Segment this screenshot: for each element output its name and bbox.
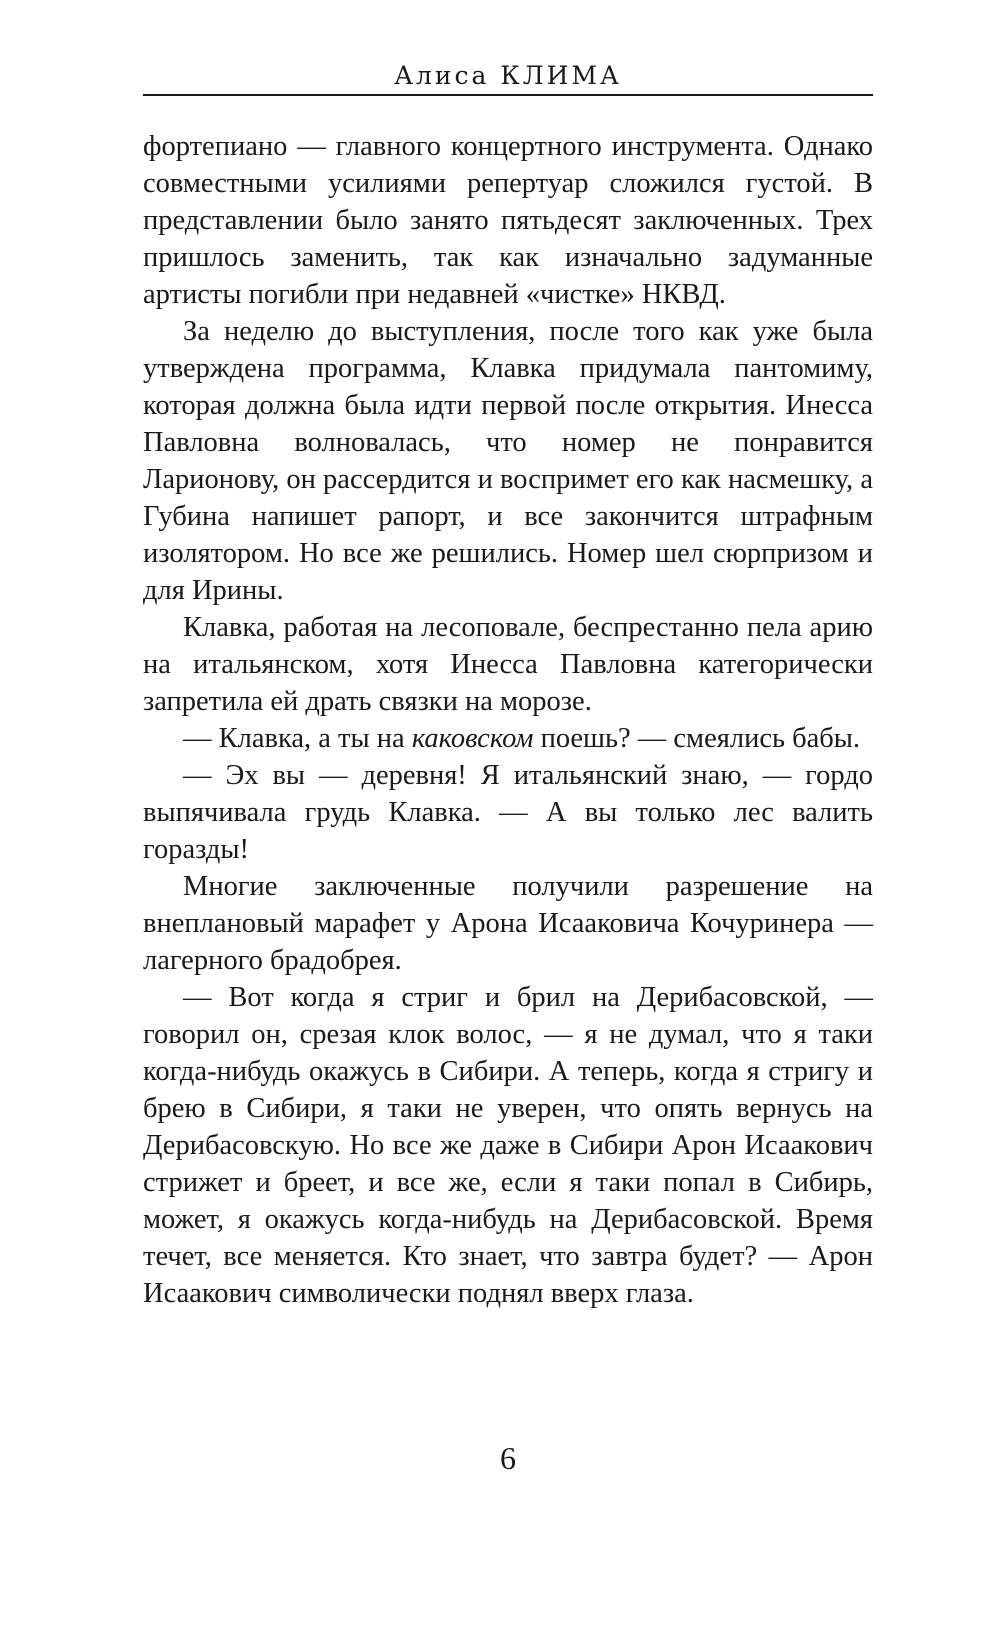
body-text [143,128,873,1312]
paragraph: Многие заключенные получили разрешение на внеплановый марафет у Арона Исааковича Кочуринера — лагерного брадобрея. [143,871,873,976]
dialogue-paragraph [143,720,873,757]
dialogue-paragraph: — Эх вы — деревня! Я итальянский знаю, — гордо выпячивала грудь Клавка. — А вы только лес валить горазды! [143,760,873,865]
header-rule [143,94,873,96]
page-number: 6 [500,1440,516,1476]
paragraph-continued: фортепиано — главного концертного инструмента. Однако совместными усилиями репертуар сложился густой. В представлении было занято пятьдесят заключенных. Трех пришлось заменить, так как изначально задуманные артисты погибли при недавней «чистке» НКВД. [143,131,873,310]
dialogue-text: поешь? — смеялись бабы. [533,723,861,754]
italic-word: каковском [411,723,534,754]
paragraph: Клавка, работая на лесоповале, беспрестанно пела арию на итальянском, хотя Инесса Павловна категорически запретила ей драть связки на морозе. [143,612,873,717]
paragraph: За неделю до выступления, после того как уже была утверждена программа, Клавка придумала пантомиму, которая должна была идти первой после открытия. Инесса Павловна волновалась, что номер не понравится Ларионову, он рассердится и воспримет его как насмешку, а Губина напишет рапорт, и все закончится штрафным изолятором. Но все же решились. Номер шел сюрпризом и для Ирины. [143,316,873,606]
dialogue-paragraph: — Вот когда я стриг и брил на Дерибасовской, — говорил он, срезая клок волос, — я не думал, что я таки когда-нибудь окажусь в Сибири. А теперь, когда я стригу и брею в Сибири, я таки не уверен, что опять вернусь на Дерибасовскую. Но все же даже в Сибири Арон Исаакович стрижет и бреет, и все же, если я таки попал в Сибирь, может, я окажусь когда-нибудь на Дерибасовской. Время течет, все меняется. Кто знает, что завтра будет? — Арон Исаакович символически поднял вверх глаза. [143,982,873,1309]
running-header: Алиса КЛИМА [394,61,622,90]
dialogue-text: — Клавка, а ты на [183,723,412,754]
